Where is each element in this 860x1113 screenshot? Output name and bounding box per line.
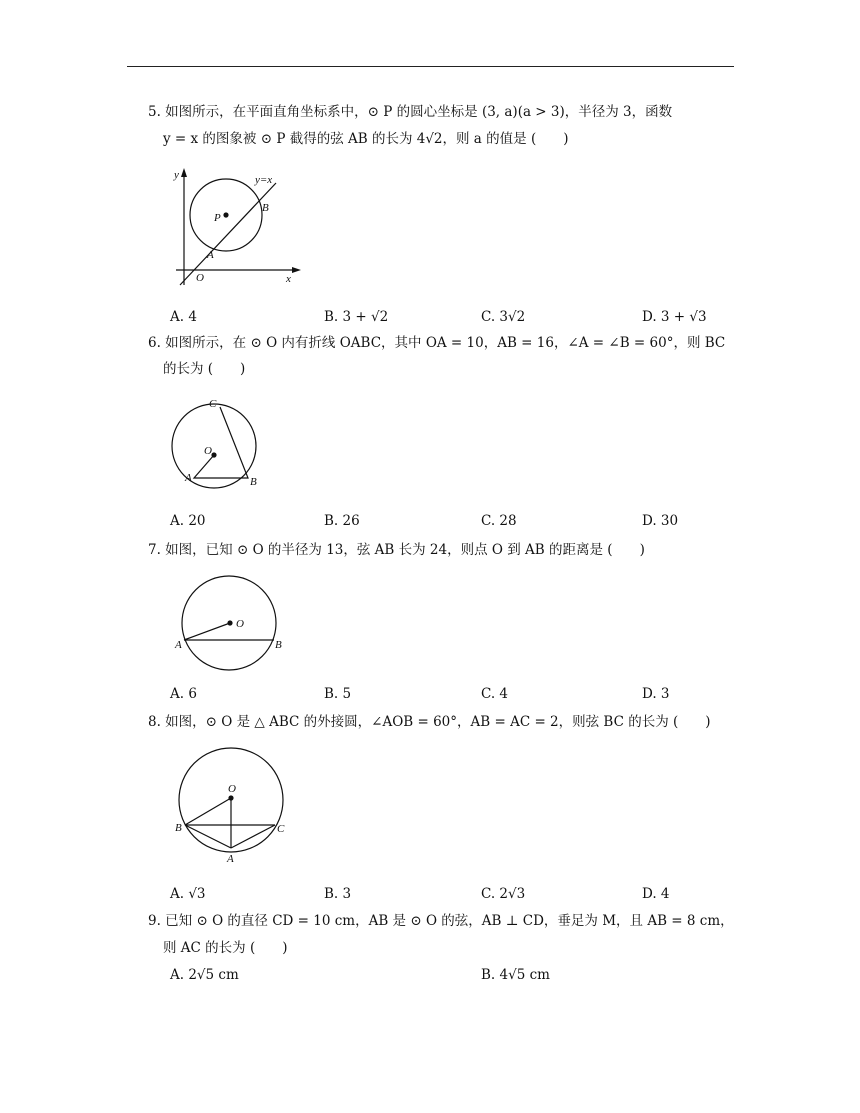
q6-option-d[interactable]: D. 30: [642, 513, 679, 529]
q8-line-1: 8. 如图，⊙ O 是 △ ABC 的外接圆，∠AOB = 60°，AB = AC = 2，则弦 BC 的长为 ( ): [148, 714, 711, 730]
q7-label-a: A: [175, 639, 182, 651]
q5-option-c[interactable]: C. 3√2: [481, 309, 526, 325]
q6-option-b[interactable]: B. 26: [324, 513, 360, 529]
q5-option-b[interactable]: B. 3 + √2: [324, 309, 389, 325]
q7-option-b[interactable]: B. 5: [324, 686, 352, 702]
q8-label-c: C: [277, 823, 285, 835]
q6-option-c[interactable]: C. 28: [481, 513, 517, 529]
q5-label-y: y: [174, 169, 179, 181]
q8-figure: [170, 744, 295, 869]
q8-option-c[interactable]: C. 2√3: [481, 886, 526, 902]
q7-figure: [172, 572, 292, 677]
header-rule: [127, 66, 734, 67]
q7-option-d[interactable]: D. 3: [642, 686, 670, 702]
q7-option-a[interactable]: A. 6: [170, 686, 197, 702]
q5-option-a[interactable]: A. 4: [170, 309, 197, 325]
q5-label-a: A: [207, 249, 214, 261]
q8-label-b: B: [175, 822, 182, 834]
q5-label-line: y=x: [255, 174, 273, 186]
q8-option-d[interactable]: D. 4: [642, 886, 670, 902]
q5-option-d[interactable]: D. 3 + √3: [642, 309, 707, 325]
q9-line-2: 则 AC 的长为 ( ): [163, 940, 288, 956]
q5-line-1: 5. 如图所示，在平面直角坐标系中，⊙ P 的圆心坐标是 (3, a)(a > 3)，半径为 3，函数: [148, 104, 673, 120]
q6-label-a: A: [185, 472, 192, 484]
q6-option-a[interactable]: A. 20: [170, 513, 206, 529]
q5-figure: [170, 165, 305, 290]
q7-line-1: 7. 如图，已知 ⊙ O 的半径为 13，弦 AB 长为 24，则点 O 到 AB 的距离是 ( ): [148, 542, 645, 558]
q5-label-x: x: [286, 273, 291, 285]
q9-option-b[interactable]: B. 4√5 cm: [481, 967, 550, 983]
q8-label-a: A: [227, 853, 234, 865]
q8-label-o: O: [228, 783, 236, 795]
q5-line-2: y = x 的图象被 ⊙ P 截得的弦 AB 的长为 4√2，则 a 的值是 ( ): [163, 131, 569, 147]
q7-option-c[interactable]: C. 4: [481, 686, 509, 702]
q8-option-a[interactable]: A. √3: [170, 886, 206, 902]
q6-figure: [168, 398, 268, 493]
q6-label-b: B: [250, 476, 257, 488]
q5-label-b: B: [262, 202, 269, 214]
q5-label-p: P: [214, 212, 221, 224]
q9-line-1: 9. 已知 ⊙ O 的直径 CD = 10 cm，AB 是 ⊙ O 的弦，AB ⊥ CD，垂足为 M，且 AB = 8 cm，: [148, 913, 734, 929]
q9-option-a[interactable]: A. 2√5 cm: [170, 967, 239, 983]
q6-label-o: O: [204, 445, 212, 457]
q5-label-o: O: [196, 272, 204, 284]
q6-line-2: 的长为 ( ): [163, 361, 246, 377]
q7-label-b: B: [275, 639, 282, 651]
q7-label-o: O: [236, 618, 244, 630]
q6-label-c: C: [209, 398, 217, 410]
q6-line-1: 6. 如图所示，在 ⊙ O 内有折线 OABC，其中 OA = 10，AB = 16，∠A = ∠B = 60°，则 BC: [148, 335, 726, 351]
q8-option-b[interactable]: B. 3: [324, 886, 352, 902]
